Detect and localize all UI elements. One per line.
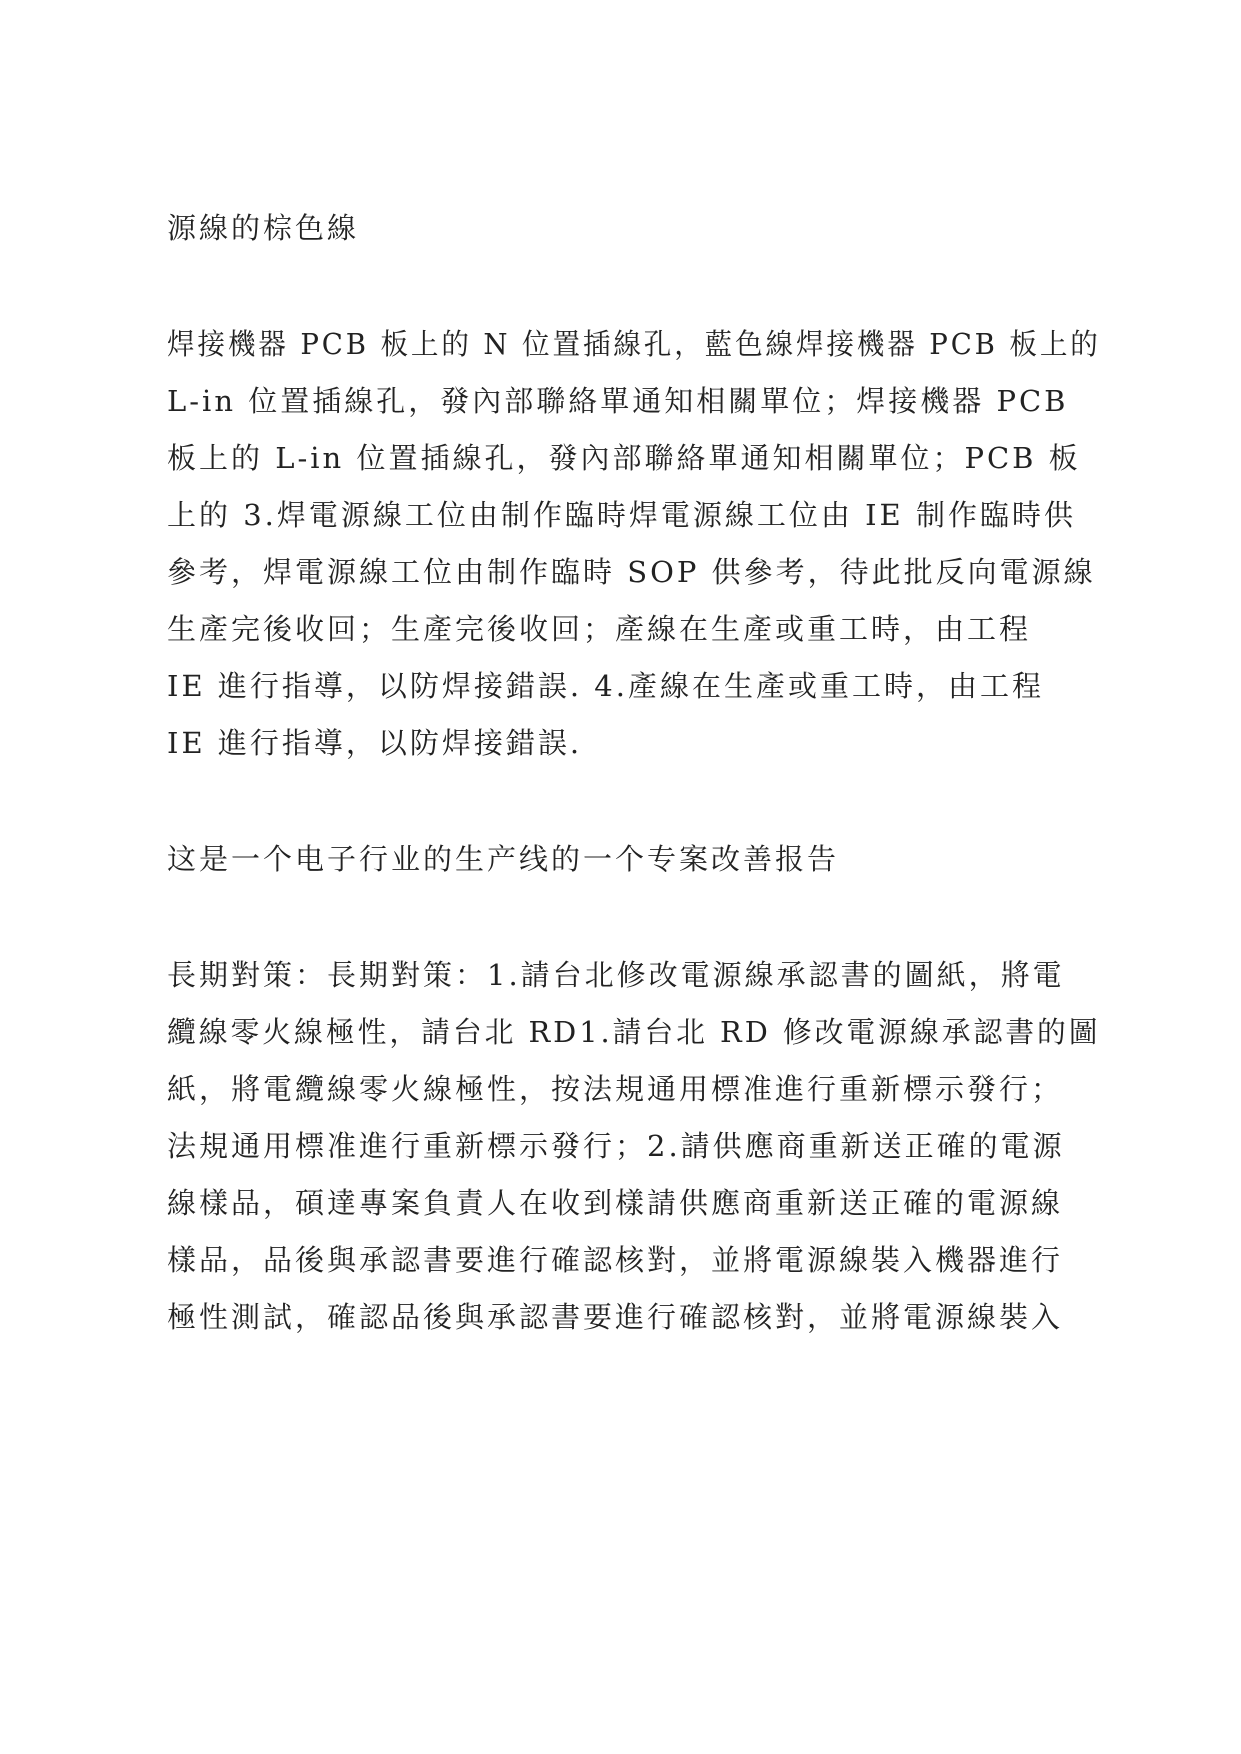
text-line: 板上的 L-in 位置插線孔，發內部聯絡單通知相關單位；PCB 板 (167, 441, 1081, 475)
text-line: L-in 位置插線孔，發內部聯絡單通知相關單位；焊接機器 PCB (167, 384, 1069, 418)
text-line: 源線的棕色線 (167, 211, 360, 245)
text-line: 法規通用標准進行重新標示發行；2.請供應商重新送正確的電源 (167, 1129, 1065, 1163)
text-line: 極性測試，確認品後與承認書要進行確認核對，並將電源線裝入 (167, 1300, 1064, 1334)
text-line: 長期對策：長期對策：1.請台北修改電源線承認書的圖紙，將電 (167, 958, 1065, 992)
text-line: 參考，焊電源線工位由制作臨時 SOP 供參考，待此批反向電源線 (167, 555, 1096, 589)
text-line: IE 進行指導，以防焊接錯誤. (167, 726, 583, 760)
text-line: 上的 3.焊電源線工位由制作臨時焊電源線工位由 IE 制作臨時供 (167, 498, 1076, 532)
text-line: 線樣品，碩達專案負責人在收到樣請供應商重新送正確的電源線 (167, 1186, 1064, 1220)
text-line: IE 進行指導，以防焊接錯誤. 4.產線在生產或重工時，由工程 (167, 669, 1044, 703)
text-line: 生產完後收回；生產完後收回；產線在生產或重工時，由工程 (167, 612, 1032, 646)
text-line: 焊接機器 PCB 板上的 N 位置插線孔，藍色線焊接機器 PCB 板上的 (167, 327, 1101, 361)
text-line: 樣品，品後與承認書要進行確認核對，並將電源線裝入機器進行 (167, 1243, 1064, 1277)
text-line: 这是一个电子行业的生产线的一个专案改善报告 (167, 842, 840, 876)
text-line: 纜線零火線極性，請台北 RD1.請台北 RD 修改電源線承認書的圖 (167, 1015, 1101, 1049)
text-line: 紙，將電纜線零火線極性，按法規通用標准進行重新標示發行； (167, 1072, 1064, 1106)
